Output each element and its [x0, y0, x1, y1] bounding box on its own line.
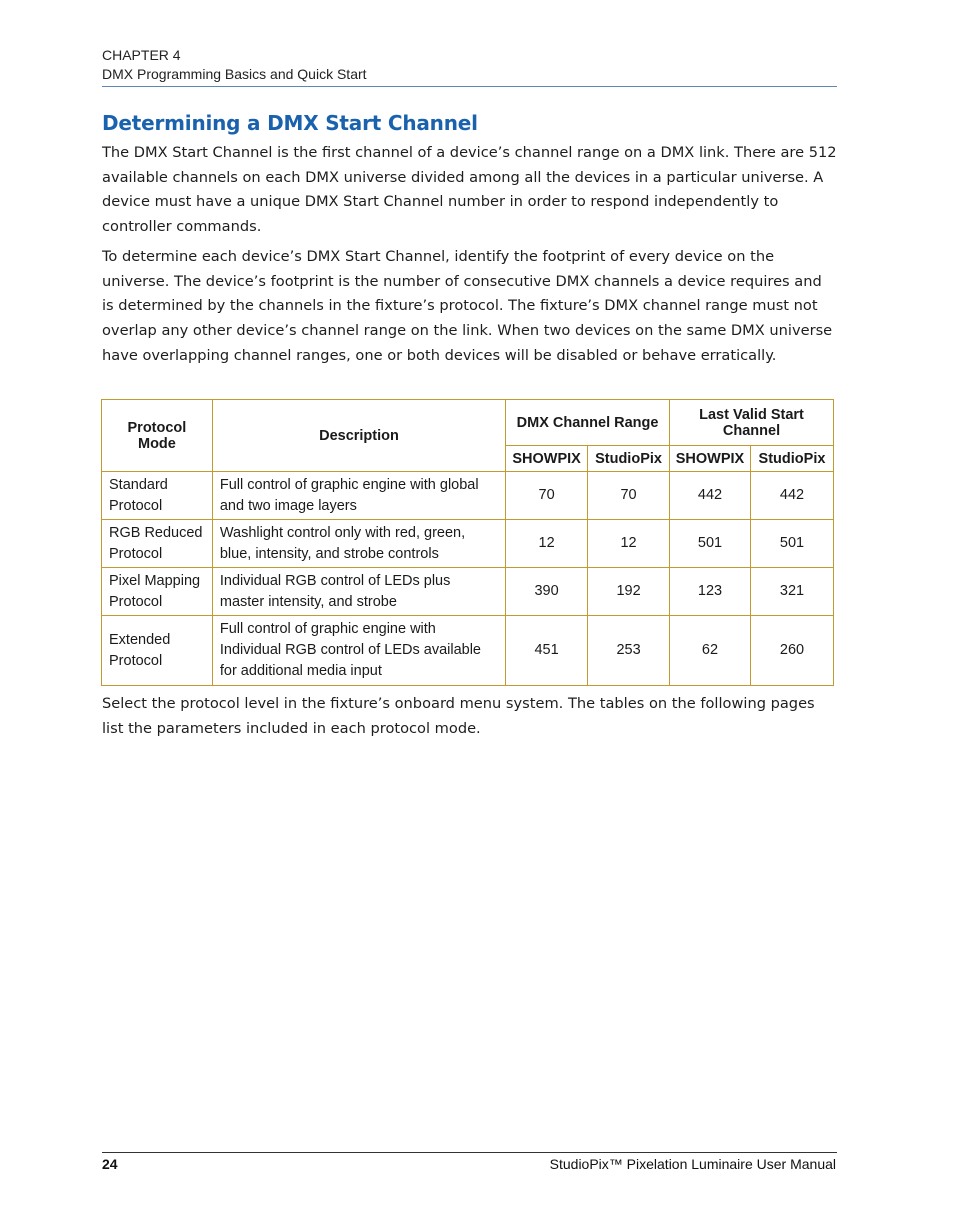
chapter-subtitle: DMX Programming Basics and Quick Start: [102, 66, 367, 82]
manual-title: StudioPix™ Pixelation Luminaire User Manual: [549, 1156, 836, 1172]
subheader-last-showpix: SHOWPIX: [670, 446, 751, 472]
mode-line2: Protocol: [109, 497, 163, 514]
header-description: Description: [212, 400, 505, 472]
desc-line1: Full control of graphic engine with global: [219, 476, 479, 493]
protocol-mode-cell: [102, 520, 213, 568]
range-showpix-cell: 12: [506, 520, 588, 568]
protocol-mode-cell: [102, 472, 213, 520]
table-row: [102, 568, 834, 616]
mode-line1: Standard: [109, 476, 168, 493]
last-studiopix-cell: 501: [750, 520, 833, 568]
mode-line1: Extended: [109, 631, 171, 648]
description-cell: [212, 472, 505, 520]
table-row: [102, 472, 834, 520]
last-showpix-cell: 62: [670, 616, 751, 686]
section-title: Determining a DMX Start Channel: [102, 111, 478, 135]
last-studiopix-cell: 260: [750, 616, 833, 686]
protocol-table: [101, 399, 834, 686]
protocol-mode-cell: [102, 568, 213, 616]
table-row: [102, 520, 834, 568]
desc-line1: Washlight control only with red, green,: [219, 524, 466, 541]
chapter-label: CHAPTER 4: [102, 47, 181, 63]
footprint-paragraph: To determine each device’s DMX Start Channel, identify the footprint of every device on the universe. The device’s footprint is the number of consecutive DMX channels a device requires and is determined by the channels in the fixture’s protocol. The fixture’s DMX channel range must not overlap any other device’s channel range on the link. When two devices on the same DMX universe have overlapping channel ranges, one or both devices will be disabled or behave erratically.: [102, 248, 833, 364]
protocol-mode-cell: [102, 616, 213, 686]
subheader-range-showpix: SHOWPIX: [506, 446, 588, 472]
last-showpix-cell: 123: [670, 568, 751, 616]
footer-rule: [102, 1152, 837, 1153]
header-rule: [102, 86, 837, 87]
mode-line1: Pixel Mapping: [109, 572, 201, 589]
last-showpix-cell: 442: [670, 472, 751, 520]
table-row: [102, 616, 834, 686]
protocol-select-paragraph: Select the protocol level in the fixture’s onboard menu system. The tables on the following pages list the parameters included in each protocol mode.: [102, 695, 815, 737]
mode-line2: Protocol: [109, 652, 163, 669]
header-dmx-channel-range: DMX Channel Range: [506, 400, 670, 446]
mode-line1: RGB Reduced: [109, 524, 203, 541]
header-mode-line2: Mode: [138, 435, 176, 452]
desc-line2: blue, intensity, and strobe controls: [219, 545, 439, 562]
last-showpix-cell: 501: [670, 520, 751, 568]
page-number: 24: [102, 1156, 118, 1172]
header-protocol-mode: [102, 400, 213, 472]
range-studiopix-cell: 12: [588, 520, 670, 568]
range-showpix-cell: 70: [506, 472, 588, 520]
range-studiopix-cell: 253: [588, 616, 670, 686]
mode-line2: Protocol: [109, 593, 163, 610]
desc-line2: master intensity, and strobe: [219, 593, 397, 610]
header-mode-line1: Protocol: [127, 419, 187, 436]
description-cell: [212, 616, 505, 686]
description-cell: [212, 568, 505, 616]
last-studiopix-cell: 321: [750, 568, 833, 616]
desc-line1: Full control of graphic engine with: [219, 621, 436, 637]
desc-line1: Individual RGB control of LEDs plus: [219, 572, 451, 589]
range-showpix-cell: 451: [506, 616, 588, 686]
range-studiopix-cell: 70: [588, 472, 670, 520]
mode-line2: Protocol: [109, 545, 163, 562]
table-header-row: [102, 400, 834, 446]
running-header: [102, 46, 837, 84]
description-cell: [212, 520, 505, 568]
header-last-line1: Last Valid Start: [699, 406, 804, 423]
desc-line2: Individual RGB control of LEDs available: [219, 642, 481, 658]
desc-line3: for additional media input: [219, 663, 382, 679]
desc-line2: and two image layers: [219, 497, 357, 514]
range-studiopix-cell: 192: [588, 568, 670, 616]
header-last-valid-start-channel: [670, 400, 834, 446]
intro-paragraph: The DMX Start Channel is the first channel of a device’s channel range on a DMX link. There are 512 available channels on each DMX universe divided among all the devices in a particular universe. A device must have a unique DMX Start Channel number in order to respond independently to controller commands.: [102, 144, 837, 236]
range-showpix-cell: 390: [506, 568, 588, 616]
last-studiopix-cell: 442: [750, 472, 833, 520]
subheader-range-studiopix: StudioPix: [588, 446, 670, 472]
header-last-line2: Channel: [722, 422, 781, 439]
subheader-last-studiopix: StudioPix: [750, 446, 833, 472]
